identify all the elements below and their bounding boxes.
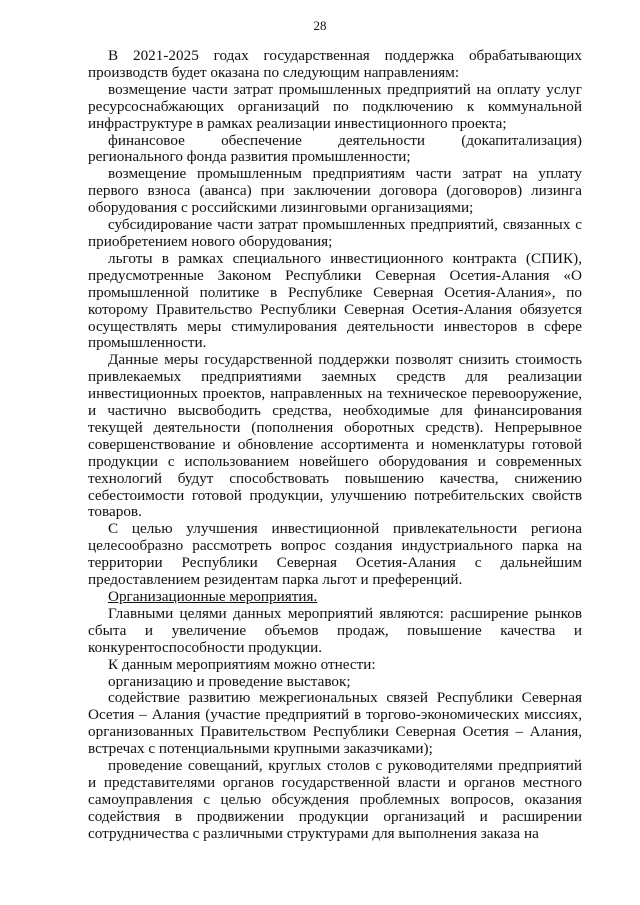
paragraph: возмещение части затрат промышленных предприятий на оплату услуг ресурсоснабжающих организаций по подключению к коммунальной инфраструктуре в рамках реализации инвестиционного проекта; <box>88 80 582 132</box>
paragraph: К данным мероприятиям можно отнести: <box>108 655 376 673</box>
section-heading: Организационные мероприятия. <box>108 588 318 605</box>
paragraph: С целью улучшения инвестиционной привлекательности региона целесообразно рассмотреть вопрос создания индустриального парка на территории Республики Северная Осетия-Алания с дальнейшим предоставлением резидентам парка льгот и преференций. <box>88 520 582 589</box>
page-number: 28 <box>313 18 327 33</box>
paragraph: В 2021-2025 годах государственная поддержка обрабатывающих производств будет оказана по следующим направлениям: <box>88 47 582 81</box>
paragraph: льготы в рамках специального инвестиционного контракта (СПИК), предусмотренные Законом Республики Северная Осетия-Алания «О промышленной политике в Республике Северная Осетия-Алания», по которому Правительство Республики Северная Осетия-Алания обязуется осуществлять меры стимулирования деятельности инвесторов в сфере промышленности. <box>88 249 582 352</box>
paragraph: Данные меры государственной поддержки позволят снизить стоимость привлекаемых предприятиями заемных средств для реализации инвестиционных проектов, направленных на техническое перевооружение, и частично высвободить средства, необходимые для финансирования текущей деятельности (пополнения оборотных средств). Непрерывное совершенствование и обновление ассортимента и номенклатуры готовой продукции с использованием новейшего оборудования и современных технологий будут способствовать повышению качества, снижению себестоимости готовой продукции, улучшению потребительских свойств товаров. <box>88 351 582 521</box>
paragraph: Главными целями данных мероприятий являются: расширение рынков сбыта и увеличение объемов продаж, повышение качества и конкурентоспособности продукции. <box>88 604 582 656</box>
document-body <box>88 48 582 843</box>
paragraph: финансовое обеспечение деятельности (докапитализация) регионального фонда развития промышленности; <box>88 131 582 166</box>
paragraph: субсидирование части затрат промышленных предприятий, связанных с приобретением нового оборудования; <box>88 216 582 250</box>
paragraph: проведение совещаний, круглых столов с руководителями предприятий и представителями органов государственной власти и органов местного самоуправления с целью обсуждения проблемных вопросов, оказания содействия в продвижении продукции организаций и расширении сотрудничества с различными структурами для выполнения заказа на <box>88 757 582 842</box>
paragraph: возмещение промышленным предприятиям части затрат на уплату первого взноса (аванса) при заключении договора (договоров) лизинга оборудования с российскими лизинговыми организациями; <box>88 165 582 217</box>
paragraph: организацию и проведение выставок; <box>108 672 351 690</box>
paragraph: содействие развитию межрегиональных связей Республики Северная Осетия – Алания (участие предприятий в торгово-экономических миссиях, организованных Правительством Республики Северная Осетия – Алания, встречах с потенциальными крупными заказчиками); <box>88 689 582 758</box>
